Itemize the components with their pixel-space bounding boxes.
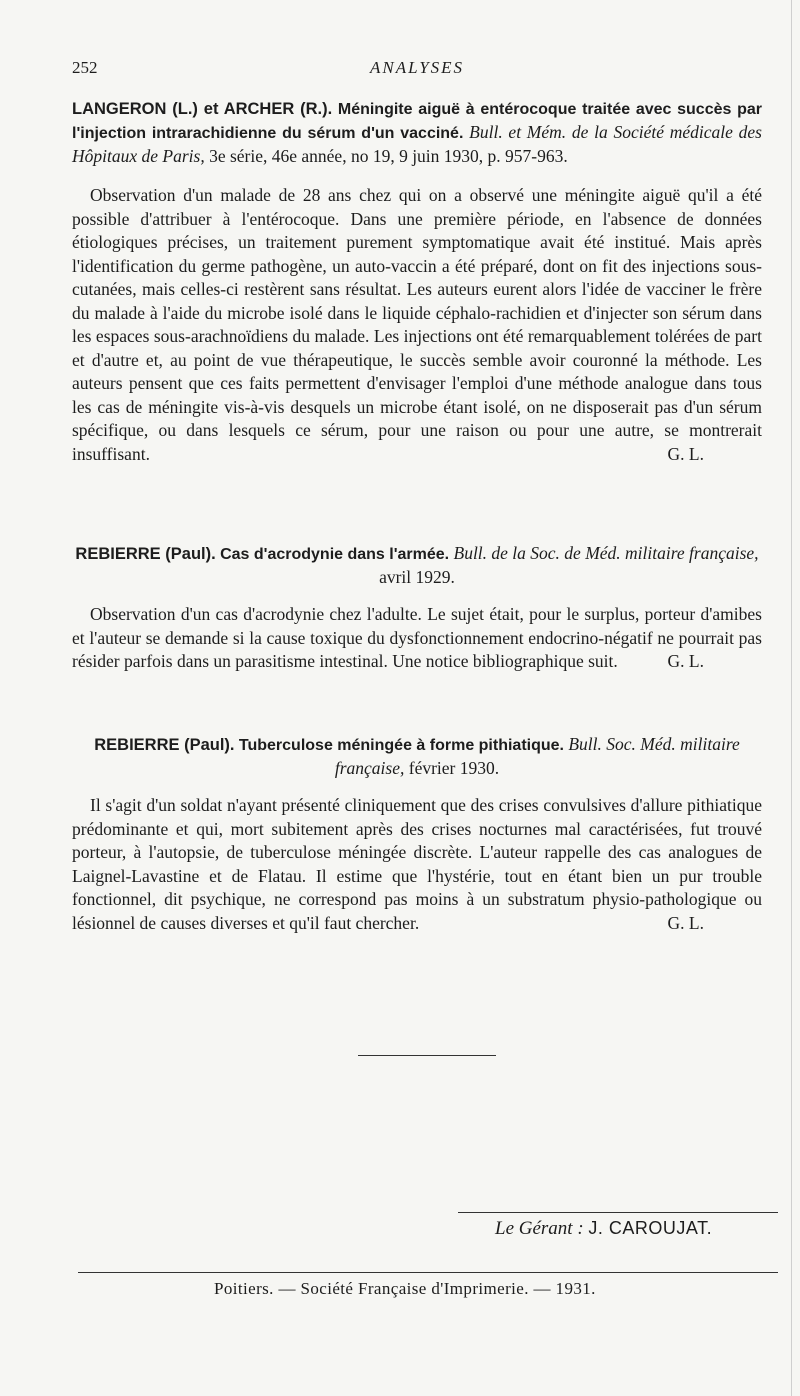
entry-author: LANGERON (L.) et ARCHER (R.). <box>72 100 333 118</box>
entry-body <box>72 184 762 466</box>
gerant-name: J. CAROUJAT. <box>588 1218 713 1238</box>
entry-journal: Bull. de la Soc. de Méd. militaire française, <box>453 543 759 563</box>
abstract-entry-3 <box>72 733 762 935</box>
entry-journal: Bull. et Mém. de la Société médicale des Hôpitaux de Paris, <box>72 122 762 166</box>
entry-heading <box>72 97 762 168</box>
entry-author: REBIERRE (Paul). <box>94 736 235 754</box>
entry-heading <box>72 733 762 780</box>
entry-body <box>72 603 762 674</box>
gerant-rule <box>458 1212 778 1213</box>
entry-body-text: Il s'agit d'un soldat n'ayant présenté cliniquement que des crises convulsives d'allure pithiatique prédominante et qui, mort subitement après des crises nocturnes mal caractérisées, fut trouvé porteur, à l'autopsie, de tuberculose méningée discrète. L'auteur rappelle des cas analogues de Laignel-Lavastine et de Flatau. Il estime que l'hystérie, tout en étant bien un pur trouble fonctionnel, dit psychique, ne correspond pas moins à un substratum physio-pathologique ou lésionnel de causes diverses et qu'il faut chercher. <box>72 795 762 933</box>
abstract-entry-2 <box>72 542 762 674</box>
running-title: ANALYSES <box>369 58 465 77</box>
entry-signature: G. L. <box>667 651 704 671</box>
imprint-rule <box>78 1272 778 1273</box>
entry-body <box>72 794 762 935</box>
entry-journal: Bull. Soc. Méd. militaire française, <box>334 734 740 778</box>
entry-signature: G. L. <box>667 443 704 464</box>
printer-imprint: Poitiers. — Société Française d'Imprimerie. — 1931. <box>214 1279 596 1298</box>
gerant-label: Le Gérant : <box>495 1218 584 1239</box>
entry-title: Méningite aiguë à entérocoque traitée avec succès par l'injection intrarachidienne du sérum d'un vacciné. <box>72 101 763 142</box>
entry-title: Tuberculose méningée à forme pithiatique. <box>238 737 564 754</box>
entry-author: REBIERRE (Paul). <box>75 545 216 563</box>
entry-body-text: Observation d'un cas d'acrodynie chez l'adulte. Le sujet était, pour le surplus, porteur d'amibes et l'auteur se demande si la cause toxique du dysfonctionnement endocrino-négatif ne pourrait pas résider parfois dans un parasitisme intestinal. Une notice bibliographique suit. <box>72 604 762 671</box>
entry-body-text: Observation d'un malade de 28 ans chez qui on a observé une méningite aiguë qu'il a été possible d'attribuer à l'entérocoque. Dans une première période, en l'absence de données étiologiques précises, un traitement purement symptomatique avait été institué. Mais après l'identification du germe pathogène, un auto-vaccin a été préparé, dont on fit des injections sous-cutanées, mais celles-ci restèrent sans résultat. Les auteurs eurent alors l'idée de vacciner le frère du malade à l'aide du microbe isolé dans le liquide céphalo-rachidien et d'injecter son sérum dans les espaces sous-arachnoïdiens du malade. Les injections ont été remarquablement tolérées de part et d'autre et, au point de vue thérapeutique, le succès semble avoir couronné la méthode. Les auteurs pensent que ces faits permettent d'envisager l'emploi d'une méthode analogue dans tous les cas de méningite vis-à-vis desquels un microbe étant isolé, on ne disposerait pas d'un sérum spécifique, ou dans lesquels ce sérum, pour une raison ou pour une autre, se montrerait insuffisant. <box>72 185 762 464</box>
entry-citation: 3e série, 46e année, no 19, 9 juin 1930, p. 957-963. <box>209 146 568 166</box>
abstract-entry-1 <box>72 97 762 466</box>
entry-signature: G. L. <box>667 912 704 933</box>
running-head <box>72 58 762 80</box>
page-number: 252 <box>72 58 98 77</box>
entry-citation: février 1930. <box>408 758 500 778</box>
gerant-line <box>495 1218 775 1240</box>
entry-title: Cas d'acrodynie dans l'armée. <box>220 546 450 563</box>
page-edge <box>791 0 792 1396</box>
entry-heading <box>72 542 762 589</box>
entry-citation: avril 1929. <box>379 567 455 587</box>
section-divider <box>358 1055 496 1056</box>
